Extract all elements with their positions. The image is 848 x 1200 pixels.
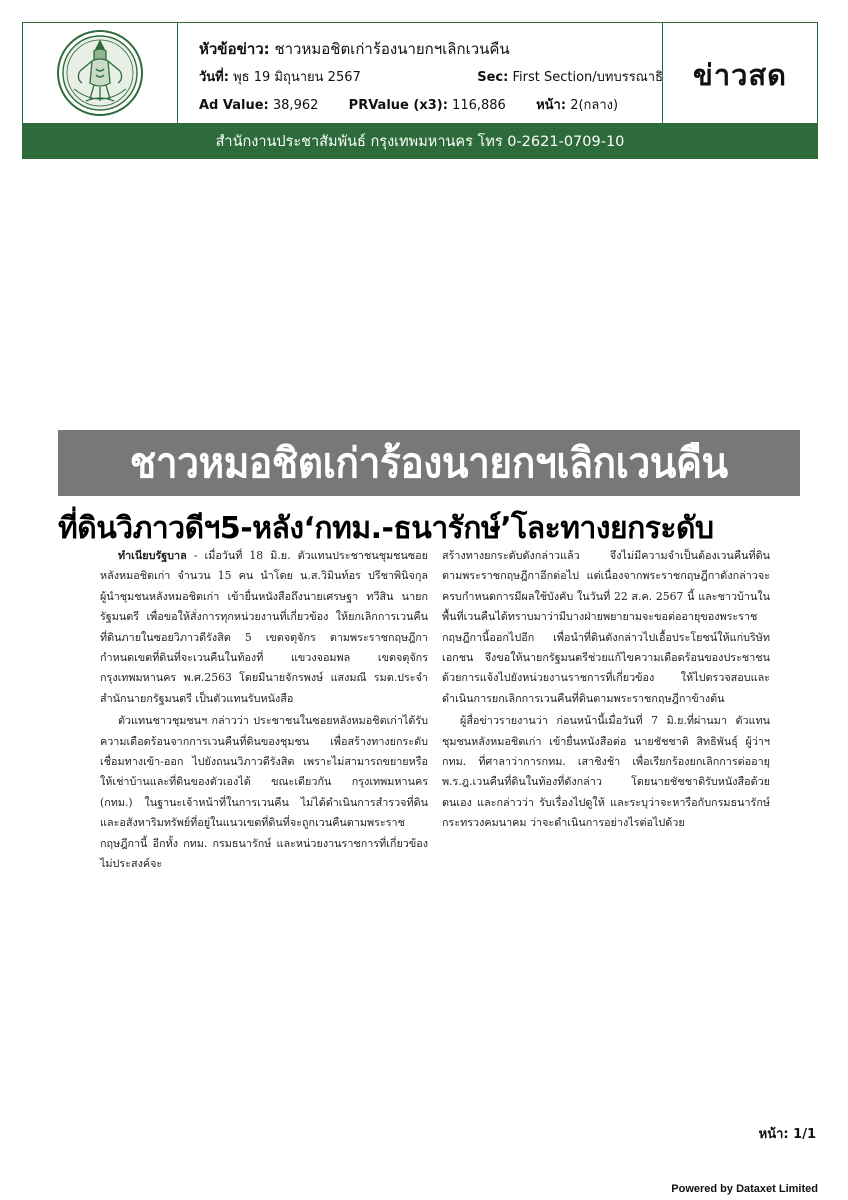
article-headline: ชาวหมอชิตเก่าร้องนายกฯเลิกเวนคืน: [130, 438, 728, 487]
date-row: [199, 66, 663, 87]
office-banner: [22, 124, 818, 159]
article-paragraph: ผู้สื่อข่าวรายงานว่า ก่อนหน้านี้เมื่อวันที่ 7 มิ.ย.ที่ผ่านมา ตัวแทนชุมชนหลังหมอชิตเก่า เข้ายื่นหนังสือต่อ นายชัชชาติ สิทธิพันธุ์ ผู้ว่าฯ กทม. ที่ศาลาว่าการกทม. เสาชิงช้า เพื่อเรียกร้องยกเลิกการต่ออายุ พ.ร.ฎ.เวนคืนที่ดินในท้องที่ดังกล่าว โดยนายชัชชาติรับหนังสือด้วยตนเอง และกล่าวว่า รับเรื่องไปดูให้ และระบุว่าจะหารือกับกรมธนารักษ์ กระทรวงคมนาคม ว่าจะดำเนินการอย่างไรต่อไปด้วย: [442, 714, 770, 830]
sec-label: Sec:: [477, 70, 509, 85]
pr-value-label: PRValue (x3):: [348, 98, 448, 113]
logo-cell: [23, 23, 178, 123]
clipping-header: [22, 22, 818, 124]
value-row: [199, 94, 618, 115]
page-label: หน้า:: [536, 98, 567, 113]
article-paragraph: [100, 546, 428, 709]
article-paragraph: ตัวแทนชาวชุมชนฯ กล่าวว่า ประชาชนในซอยหลังหมอชิตเก่าได้รับความเดือดร้อนจากการเวนคืนที่ดินของชุมชน เพื่อสร้างทางยกระดับเชื่อมทางเข้า-ออก ไปยังถนนวิภาวดีรังสิต เพราะไม่สามารถขยายหรือให้เช่าบ้านและที่ดินของตัวเองได้ ขณะเดียวกัน กรุงเทพมหานคร (กทม.) ในฐานะเจ้าหน้าที่ในการเวนคืน ไม่ได้ดำเนินการสำรวจที่ดินและอสังหาริมทรัพย์ที่อยู่ในแนวเขตที่ดินที่จะถูกเวนคืนตามพระราชกฤษฎีกานี้ อีกทั้ง กทม. กรมธนารักษ์ และหน่วยงานราชการที่เกี่ยวข้อง ไม่ประสงค์จะ: [100, 714, 428, 871]
headline-value: ชาวหมอชิตเก่าร้องนายกฯเลิกเวนคืน: [274, 40, 510, 58]
powered-by: Powered by Dataxet Limited: [671, 1183, 818, 1195]
office-text: สำนักงานประชาสัมพันธ์ กรุงเทพมหานคร โทร 0-2621-0709-10: [215, 134, 625, 150]
page-number: หน้า: 1/1: [758, 1127, 816, 1142]
source-name: ข่าวสด: [693, 58, 787, 92]
headline-label: หัวข้อข่าว:: [199, 40, 270, 58]
sec-value: First Section/บทบรรณาธิ: [512, 70, 663, 85]
article-column-right: [442, 546, 770, 836]
article-subheadline: ที่ดินวิภาวดีฯ5-หลัง‘กทม.-ธนารักษ์’โละทางยกระดับ: [58, 511, 714, 546]
date-value: พุธ 19 มิถุนายน 2567: [233, 70, 361, 85]
headline-banner: [58, 430, 800, 496]
source-cell: [662, 23, 817, 123]
paragraph-text: - เมื่อวันที่ 18 มิ.ย. ตัวแทนประชาชนชุมชนซอยหลังหมอชิตเก่า จำนวน 15 คน นำโดย น.ส.วิมินท์อร ปรีชาพินิจกุล ผู้นำชุมชนหลังหมอชิตเก่า เข้ายื่นหนังสือถึงนายเศรษฐา ทวีสิน นายกรัฐมนตรี เพื่อขอให้สั่งการทุกหน่วยงานที่เกี่ยวข้อง ให้ยกเลิกการเวนคืนที่ดินภายในซอยวิภาวดีรังสิต 5 เขตจตุจักร ตามพระราชกฤษฎีกากำหนดเขตที่ดินที่จะเวนคืนในท้องที่ แขวงจอมพล เขตจตุจักร กรุงเทพมหานคร พ.ศ.2563 โดยมีนายจักรพงษ์ แสงมณี รมต.ประจำสำนักนายกรัฐมนตรี เป็นตัวแทนรับหนังสือ: [100, 549, 428, 705]
byline: ทำเนียบรัฐบาล: [118, 549, 187, 562]
section-field: [477, 66, 663, 87]
page-value: 2(กลาง): [570, 98, 619, 113]
date-label: วันที่:: [199, 70, 229, 85]
article-paragraph: สร้างทางยกระดับดังกล่าวแล้ว จึงไม่มีความจำเป็นต้องเวนคืนที่ดินตามพระราชกฤษฎีกาอีกต่อไป แต่เนื่องจากพระราชกฤษฎีกาดังกล่าวจะครบกำหนดการมีผลใช้บังคับ ในวันที่ 22 ส.ค. 2567 นี้ และชาวบ้านในพื้นที่เวนคืนได้ทราบมาว่ามีบางฝ่ายพยายามจะขอต่ออายุของพระราชกฤษฎีกานี้ออกไปอีก เพื่อนำที่ดินดังกล่าวไปเอื้อประโยชน์ให้แก่บริษัทเอกชน จึงขอให้นายกรัฐมนตรีช่วยแก้ไขความเดือดร้อนของประชาชน ด้วยการแจ้งไปยังหน่วยงานราชการที่เกี่ยวข้อง ให้ไปตรวจสอบและดำเนินการยกเลิกการเวนคืนที่ดินตามพระราชกฤษฎีกาข้างต้น: [442, 549, 770, 705]
article-column-left: [100, 546, 428, 877]
clipping-info: [199, 23, 687, 123]
headline-row: [199, 37, 510, 61]
ad-value: 38,962: [272, 98, 319, 113]
pr-value: 116,886: [452, 98, 506, 113]
bma-seal-logo: [56, 29, 144, 117]
ad-value-label: Ad Value:: [199, 98, 269, 113]
